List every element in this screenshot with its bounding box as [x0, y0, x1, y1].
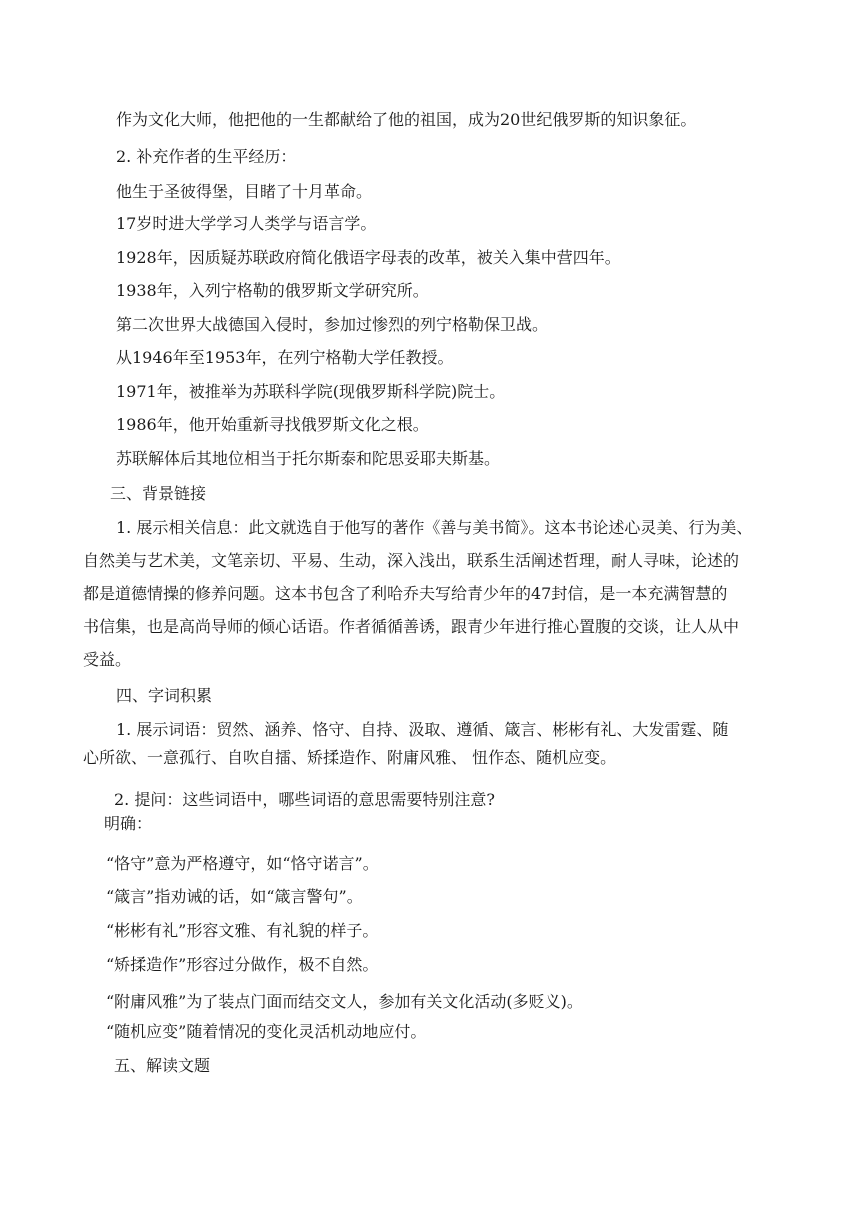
- text-line: “矫揉造作”形容过分做作，极不自然。: [106, 955, 379, 974]
- text-line: 17岁时进大学学习人类学与语言学。: [116, 214, 377, 233]
- text-line: 明确：: [104, 814, 153, 833]
- section-heading: 四、字词积累: [116, 686, 213, 705]
- text-line: 2. 补充作者的生平经历：: [116, 147, 297, 166]
- text-line: 自然美与艺术美，文笔亲切、平易、生动，深入浅出，联系生活阐述哲理，耐人寻味，论述的: [83, 551, 740, 570]
- text-line: 1928年，因质疑苏联政府简化俄语字母表的改革，被关入集中营四年。: [116, 248, 621, 267]
- text-line: 他生于圣彼得堡，目睹了十月革命。: [116, 182, 373, 201]
- section-heading: 三、背景链接: [110, 484, 207, 503]
- section-heading: 五、解读文题: [114, 1056, 211, 1075]
- text-line: 心所欲、一意孤行、自吹自擂、矫揉造作、附庸风雅、 忸作态、随机应变。: [83, 748, 617, 767]
- text-line: 1986年，他开始重新寻找俄罗斯文化之根。: [116, 415, 429, 434]
- text-line: 1971年，被推举为苏联科学院(现俄罗斯科学院)院士。: [116, 382, 506, 401]
- text-line: “彬彬有礼”形容文雅、有礼貌的样子。: [106, 921, 379, 940]
- text-line: 受益。: [83, 650, 132, 669]
- text-line: 从1946年至1953年，在列宁格勒大学任教授。: [116, 348, 454, 367]
- text-line: 1938年，入列宁格勒的俄罗斯文学研究所。: [116, 281, 429, 300]
- text-line: 1. 展示相关信息：此文就选自于他写的著作《善与美书简》。这本书论述心灵美、行为美、: [116, 518, 753, 537]
- text-line: “附庸风雅”为了装点门面而结交文人，参加有关文化活动(多贬义)。: [106, 992, 583, 1011]
- text-line: 2. 提问：这些词语中，哪些词语的意思需要特别注意?: [114, 790, 495, 809]
- text-line: 第二次世界大战德国入侵时，参加过惨烈的列宁格勒保卫战。: [116, 315, 549, 334]
- text-line: “恪守”意为严格遵守，如“恪守诺言”。: [106, 854, 379, 873]
- text-line: 都是道德情操的修养问题。这本书包含了利哈乔夫写给青少年的47封信，是一本充满智慧的: [83, 584, 728, 603]
- text-line: 苏联解体后其地位相当于托尔斯泰和陀思妥耶夫斯基。: [116, 449, 501, 468]
- text-line: 书信集，也是高尚导师的倾心话语。作者循循善诱，跟青少年进行推心置腹的交谈，让人从中: [83, 617, 740, 636]
- text-line: “箴言”指劝诫的话，如“箴言警句”。: [106, 887, 363, 906]
- text-line: 1. 展示词语：贸然、涵养、恪守、自持、汲取、遵循、箴言、彬彬有礼、大发雷霆、随: [116, 720, 729, 739]
- text-line: 作为文化大师，他把他的一生都献给了他的祖国，成为20世纪俄罗斯的知识象征。: [116, 110, 697, 129]
- text-line: “随机应变”随着情况的变化灵活机动地应付。: [106, 1022, 427, 1041]
